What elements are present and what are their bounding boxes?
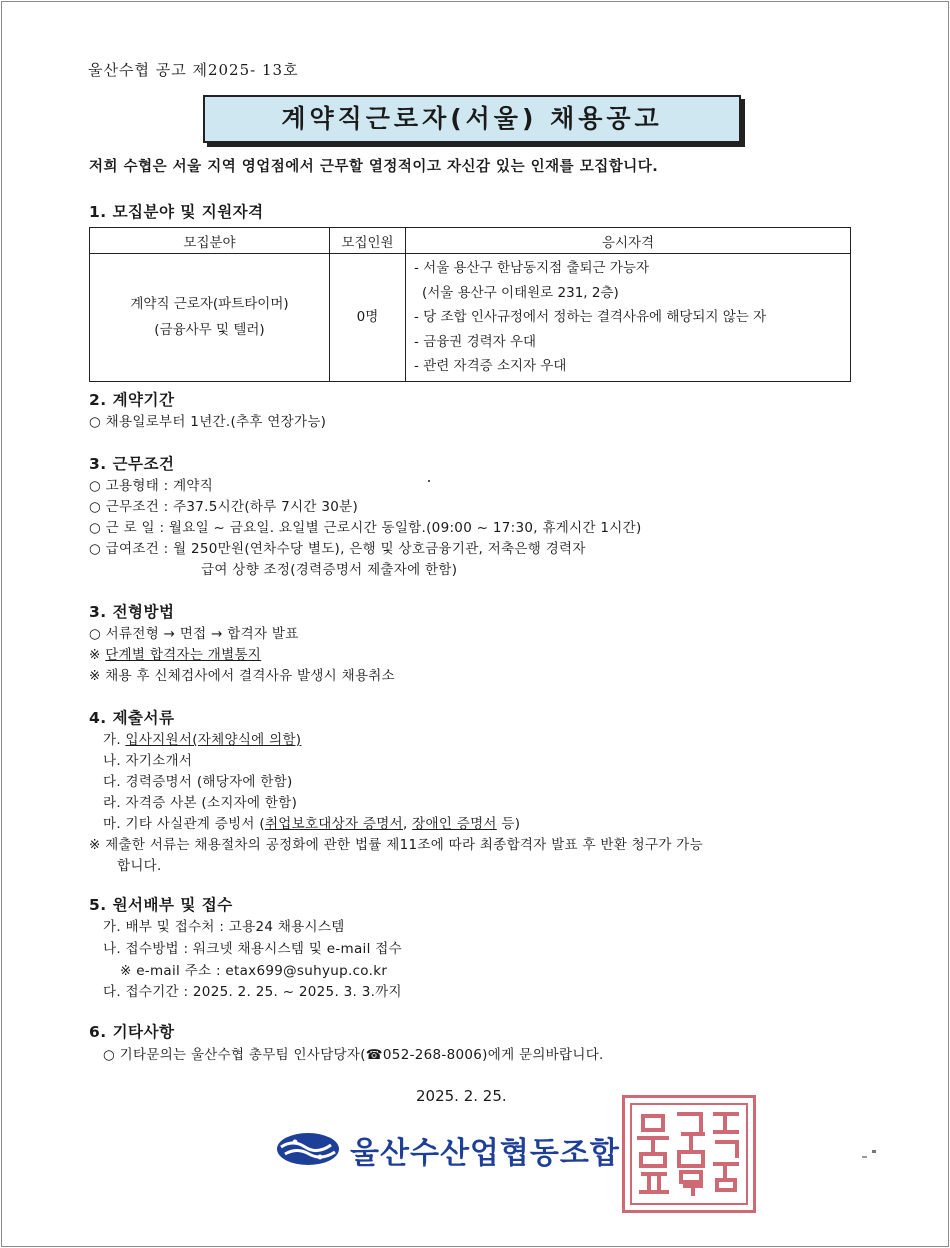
announcement-number: 울산수협 공고 제2025- 13호 [88, 61, 299, 79]
section-documents-heading: 4. 제출서류 [89, 709, 175, 727]
other-prefix: 마. 기타 사실관계 증빙서 ( [103, 816, 265, 832]
return-note: ※ 제출한 서류는 채용절차의 공정화에 관한 법률 제11조에 따라 최종합격자 발표 후 반환 청구가 가능 [89, 837, 703, 853]
selection-process-text: ○ 서류전형 → 면접 → 합격자 발표 [89, 626, 299, 642]
note-mark: ※ [89, 647, 101, 663]
work-days-text: ○ 근 로 일 : 월요일 ~ 금요일. 요일별 근로시간 동일함.(09:00 ~ 17:30, 휴게시간 1시간) [89, 520, 642, 536]
section-conditions-heading: 3. 근무조건 [89, 455, 175, 473]
return-note-cont: 합니다. [117, 858, 162, 874]
application-place-text: 가. 배부 및 접수처 : 고용24 채용시스템 [103, 919, 345, 935]
doc-item-intro: 나. 자기소개서 [103, 753, 193, 769]
document-title: 계약직근로자(서울) 채용공고 [203, 95, 741, 143]
doc-item-license: 라. 자격증 사본 (소지자에 한함) [103, 795, 298, 811]
doc-item-career: 다. 경력증명서 (해당자에 한함) [103, 774, 293, 790]
contract-period-text: ○ 채용일로부터 1년간.(추후 연장가능) [89, 414, 327, 430]
qualification-item: - 금융권 경력자 우대 [414, 333, 537, 350]
field-line-1: 계약직 근로자(파트타이머) [130, 296, 289, 313]
email-text: ※ e-mail 주소 : etax699@suhyup.co.kr [120, 963, 388, 979]
qualification-item: (서울 용산구 이태원로 231, 2층) [422, 284, 619, 301]
issue-date: 2025. 2. 25. [416, 1087, 507, 1105]
field-line-2: (금융사무 및 텔러) [154, 322, 265, 339]
cell-count: 0명 [330, 254, 406, 382]
separator: , [402, 816, 413, 832]
application-method-text: 나. 접수방법 : 워크넷 채용시스템 및 e-mail 접수 [103, 941, 402, 957]
notice-underlined-text: 단계별 합격자는 개별통지 [105, 647, 262, 663]
cell-field [90, 254, 330, 382]
item-prefix: 가. [103, 732, 121, 748]
employment-type-text: ○ 고용형태 : 계약직 [89, 478, 214, 494]
application-period-text: 다. 접수기간 : 2025. 2. 25. ~ 2025. 3. 3.까지 [103, 984, 402, 1000]
scan-speck [872, 1150, 876, 1153]
scan-speck [428, 480, 430, 482]
other-suffix: 등) [496, 816, 521, 832]
disability-certificate-text: 장애인 증명서 [412, 816, 497, 832]
selection-notice [89, 643, 261, 663]
salary-text: ○ 급여조건 : 월 250만원(연차수당 별도), 은행 및 상호금융기관, 저축은행 경력자 [89, 541, 586, 557]
scan-speck [862, 1156, 867, 1158]
section-misc-heading: 6. 기타사항 [89, 1023, 175, 1041]
application-form-text: 입사지원서(자체양식에 의함) [125, 732, 302, 748]
organization-name: 울산수산업협동조합 [350, 1136, 620, 1171]
qualification-item: - 당 조합 인사규정에서 정하는 결격사유에 해당되지 않는 자 [414, 309, 767, 325]
section-application-heading: 5. 원서배부 및 접수 [89, 896, 233, 914]
col-header-count: 모집인원 [330, 228, 406, 254]
recruitment-table [89, 227, 851, 382]
suhyup-logo-icon [275, 1131, 341, 1171]
official-seal-icon [622, 1095, 756, 1213]
col-header-qualifications: 응시자격 [406, 228, 851, 254]
work-hours-text: ○ 근무조건 : 주37.5시간(하루 7시간 30분) [89, 499, 359, 515]
cell-qualifications [406, 254, 851, 382]
doc-item-application [103, 728, 301, 748]
veteran-certificate-text: 취업보호대상자 증명서 [264, 816, 403, 832]
qualification-item: - 서울 용산구 한남동지점 출퇴근 가능자 [414, 260, 649, 276]
contact-text: ○ 기타문의는 울산수협 총무팀 인사담당자(☎052-268-8006)에게 문의바랍니다. [103, 1047, 604, 1063]
section-contract-heading: 2. 계약기간 [89, 391, 175, 409]
qualification-item: - 관련 자격증 소지자 우대 [414, 358, 567, 374]
salary-note-text: 급여 상향 조정(경력증명서 제출자에 한함) [201, 562, 458, 578]
col-header-field: 모집분야 [90, 228, 330, 254]
intro-text: 저희 수협은 서울 지역 영업점에서 근무할 열정적이고 자신감 있는 인재를 모집합니다. [89, 159, 659, 175]
doc-item-other [103, 812, 520, 832]
health-check-note: ※ 채용 후 신체검사에서 결격사유 발생시 채용취소 [89, 668, 395, 684]
section-recruit-heading: 1. 모집분야 및 지원자격 [89, 203, 264, 221]
section-selection-heading: 3. 전형방법 [89, 603, 175, 621]
